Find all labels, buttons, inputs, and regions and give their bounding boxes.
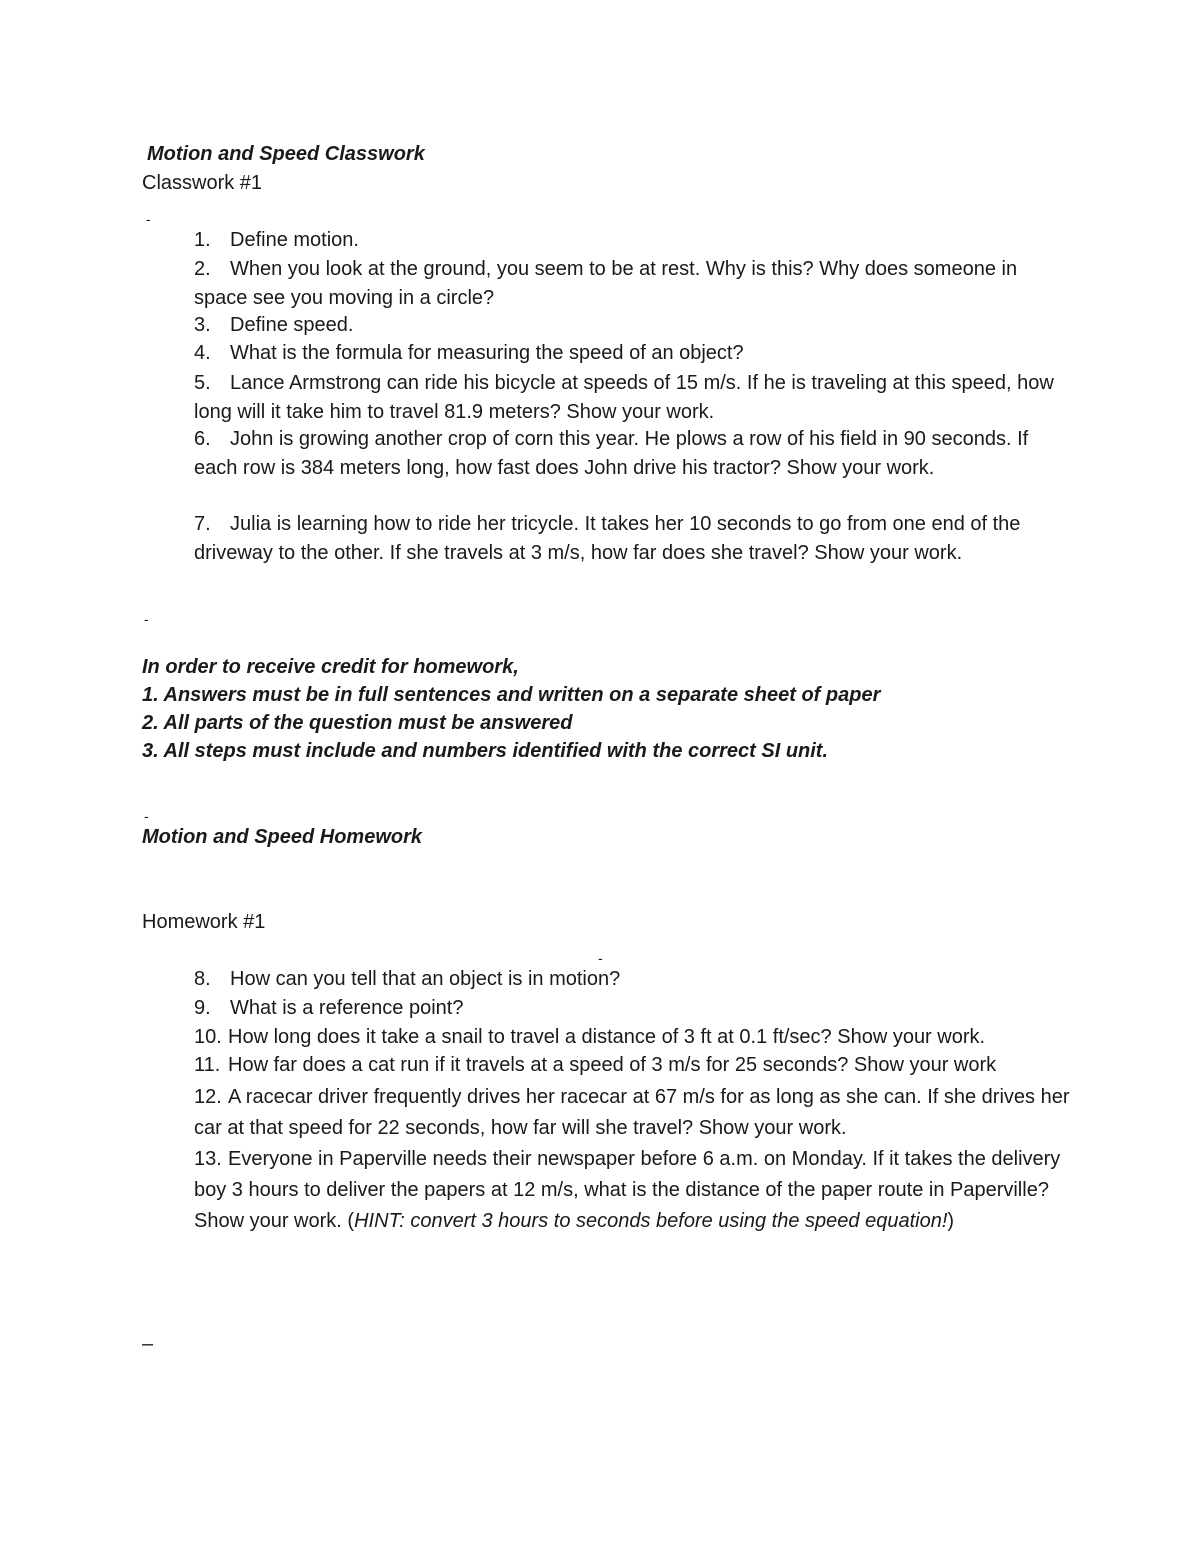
item-number: 11. <box>194 1054 221 1076</box>
separator-mark: - <box>598 950 603 966</box>
item-number: 9. <box>194 997 211 1019</box>
separator-mark: - <box>144 808 149 824</box>
homework-subtitle: Homework #1 <box>142 911 266 933</box>
item-text: Everyone in Paperville needs their newspaper before 6 a.m. on Monday. If it takes the delivery boy 3 hours to deliver the papers at 12 m/s, what is the distance of the paper route in Paperville? Show your work. ( <box>194 1148 1061 1232</box>
list-item <box>194 1144 1074 1237</box>
item-text: How far does a cat run if it travels at a speed of 3 m/s for 25 seconds? Show your work <box>228 1054 997 1076</box>
item-number: 6. <box>194 428 211 450</box>
list-item <box>194 965 1074 993</box>
list-item <box>194 339 1074 367</box>
item-number: 3. <box>194 314 211 336</box>
item-text: Define motion. <box>230 229 359 251</box>
list-item <box>194 311 1074 339</box>
list-item <box>194 425 1074 482</box>
credit-rule-2: 2. All parts of the question must be answered <box>142 712 573 734</box>
item-number: 2. <box>194 258 211 280</box>
list-item <box>194 369 1074 426</box>
item-number: 1. <box>194 229 211 251</box>
item-text: When you look at the ground, you seem to be at rest. Why is this? Why does someone in space see you moving in a circle? <box>194 258 1018 309</box>
item-number: 12. <box>194 1086 222 1108</box>
credit-intro: In order to receive credit for homework, <box>142 656 519 678</box>
list-item <box>194 994 1074 1022</box>
credit-rule-3: 3. All steps must include and numbers identified with the correct SI unit. <box>142 740 829 762</box>
item-number: 8. <box>194 968 211 990</box>
classwork-title: Motion and Speed Classwork <box>147 143 425 165</box>
item-number: 4. <box>194 342 211 364</box>
closing-paren: ) <box>947 1210 955 1232</box>
list-item <box>194 255 1074 312</box>
list-item <box>194 1082 1074 1144</box>
credit-rule-1: 1. Answers must be in full sentences and written on a separate sheet of paper <box>142 684 881 706</box>
list-item <box>194 510 1074 568</box>
item-number: 13. <box>194 1148 222 1170</box>
separator-mark: - <box>144 611 149 627</box>
homework-title: Motion and Speed Homework <box>142 826 423 848</box>
classwork-subtitle: Classwork #1 <box>142 172 263 194</box>
item-text: John is growing another crop of corn this year. He plows a row of his field in 90 seconds. If each row is 384 meters long, how fast does John drive his tractor? Show your work. <box>194 428 1029 479</box>
item-text: A racecar driver frequently drives her racecar at 67 m/s for as long as she can. If she drives her car at that speed for 22 seconds, how far will she travel? Show your work. <box>194 1086 1070 1139</box>
item-number: 10. <box>194 1026 222 1048</box>
list-item <box>194 1023 1094 1051</box>
item-text: What is the formula for measuring the speed of an object? <box>230 342 744 364</box>
item-number: 7. <box>194 513 211 535</box>
separator-mark: – <box>142 1333 154 1355</box>
item-text: What is a reference point? <box>230 997 464 1019</box>
list-item <box>194 226 1074 254</box>
item-text: Lance Armstrong can ride his bicycle at speeds of 15 m/s. If he is traveling at this speed, how long will it take him to travel 81.9 meters? Show your work. <box>194 372 1054 423</box>
list-item <box>194 1051 1094 1079</box>
item-text: How can you tell that an object is in motion? <box>230 968 621 990</box>
hint-text: HINT: convert 3 hours to seconds before using the speed equation! <box>354 1210 948 1232</box>
item-text: Define speed. <box>230 314 354 336</box>
item-text: How long does it take a snail to travel a distance of 3 ft at 0.1 ft/sec? Show your work. <box>228 1026 986 1048</box>
item-text: Julia is learning how to ride her tricycle. It takes her 10 seconds to go from one end of the driveway to the other. If she travels at 3 m/s, how far does she travel? Show your work. <box>194 513 1021 564</box>
separator-mark: - <box>146 211 151 227</box>
item-number: 5. <box>194 372 211 394</box>
